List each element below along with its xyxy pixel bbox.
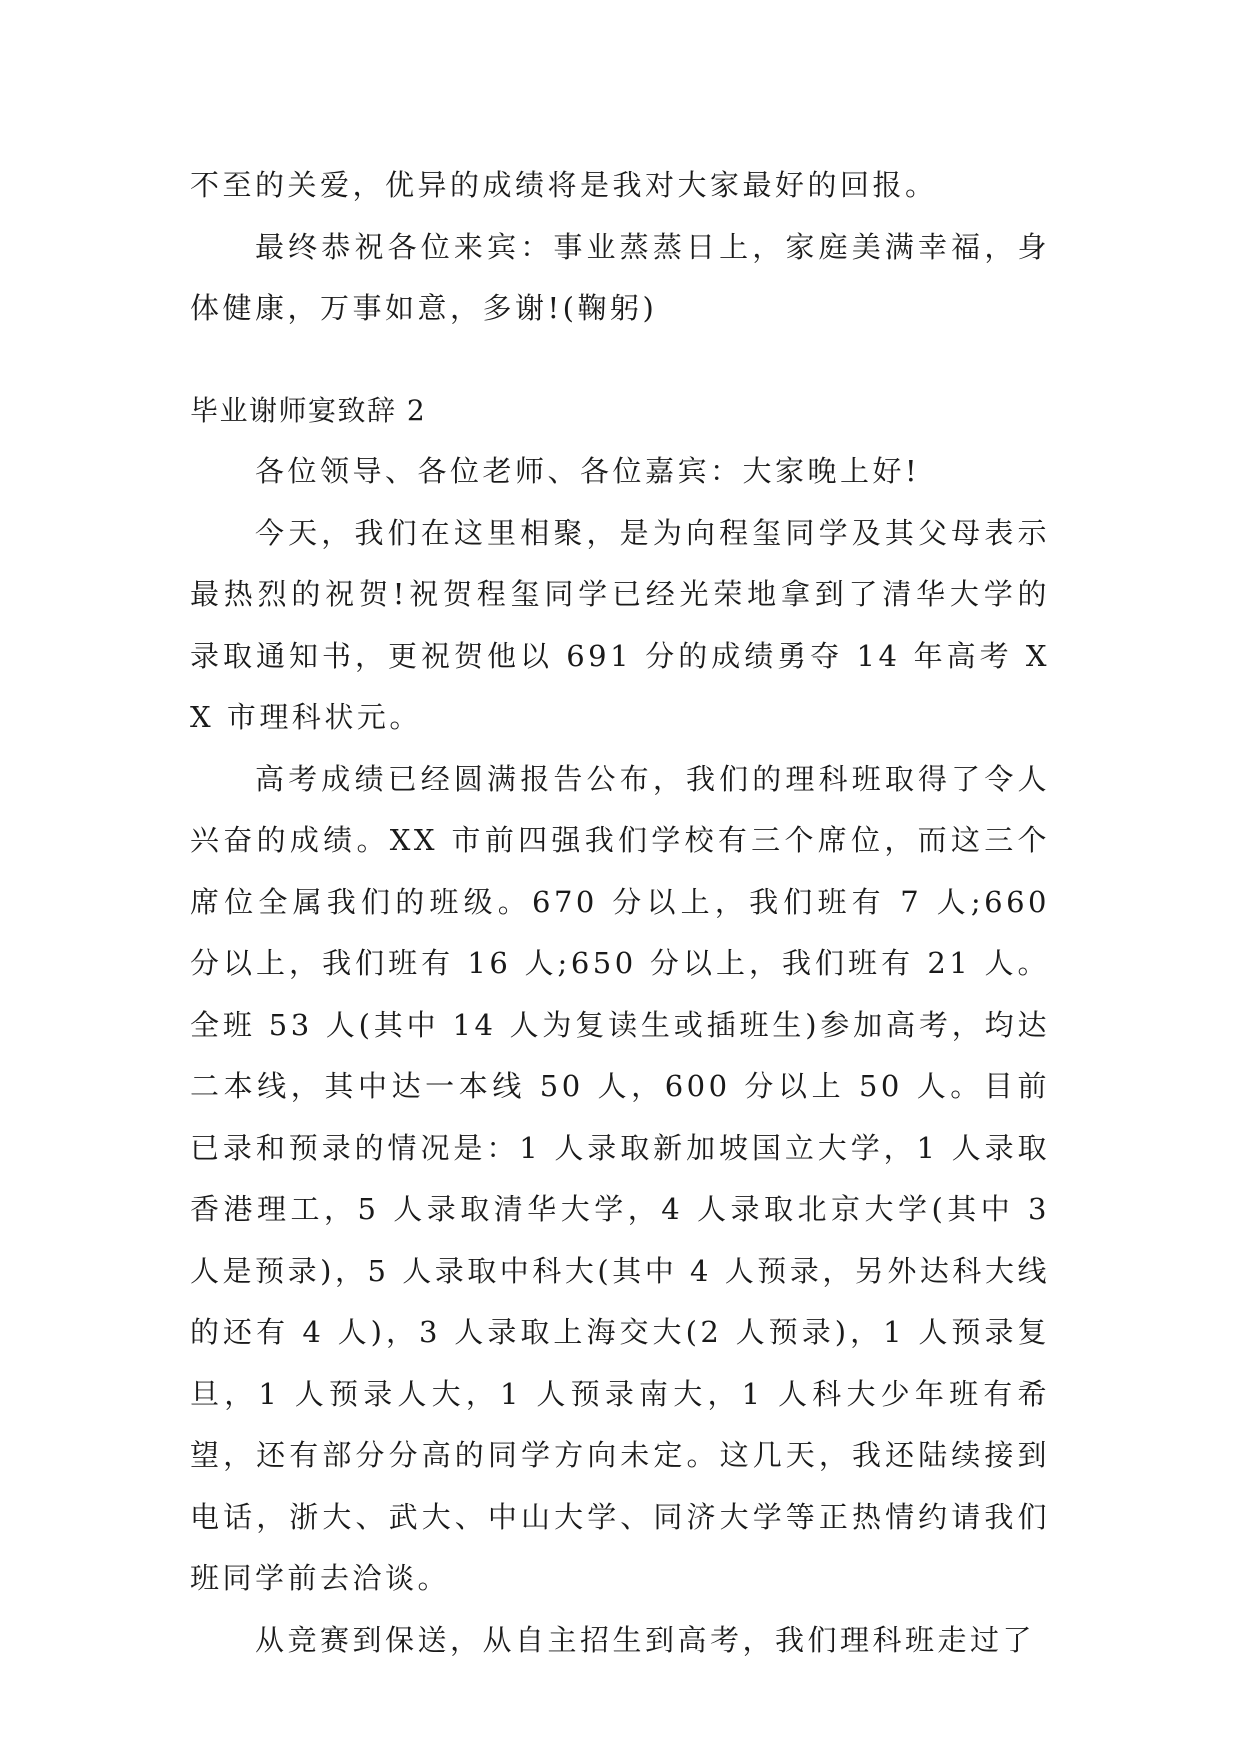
paragraph-closing-wishes: 最终恭祝各位来宾：事业蒸蒸日上，家庭美满幸福，身体健康，万事如意，多谢!(鞠躬) [190,229,1050,325]
paragraph-journey: 从竞赛到保送，从自主招生到高考，我们理科班走过了 [255,1622,1036,1657]
document-body [190,155,1050,1671]
paragraph-congratulations: 今天，我们在这里相聚，是为向程玺同学及其父母表示最热烈的祝贺!祝贺程玺同学已经光荣地拿到了清华大学的录取通知书，更祝贺他以 691 分的成绩勇夺 14 年高考 XX 市理科状元。 [190,515,1050,734]
section-title: 毕业谢师宴致辞 2 [190,393,427,427]
paragraph-closing-continuation: 不至的关爱，优异的成绩将是我对大家最好的回报。 [190,168,938,202]
paragraph-results: 高考成绩已经圆满报告公布，我们的理科班取得了令人兴奋的成绩。XX 市前四强我们学校有三个席位，而这三个席位全属我们的班级。670 分以上，我们班有 7 人;660 分以上，我们班有 16 人;650 分以上，我们班有 21 人。全班 53 人(其中 14 人为复读生或插班生)参加高考，均达二本线，其中达一本线 50 人，600 分以上 50 人。目前已录和预录的情况是：1 人录取新加坡国立大学，1 人录取香港理工，5 人录取清华大学，4 人录取北京大学(其中 3 人是预录)，5 人录取中科大(其中 4 人预录，另外达科大线的还有 4 人)，3 人录取上海交大(2 人预录)，1 人预录复旦，1 人预录人大，1 人预录南大，1 人科大少年班有希望，还有部分分高的同学方向未定。这几天，我还陆续接到电话，浙大、武大、中山大学、同济大学等正热情约请我们班同学前去洽谈。 [190,761,1050,1595]
paragraph-greeting: 各位领导、各位老师、各位嘉宾：大家晚上好! [255,454,921,488]
